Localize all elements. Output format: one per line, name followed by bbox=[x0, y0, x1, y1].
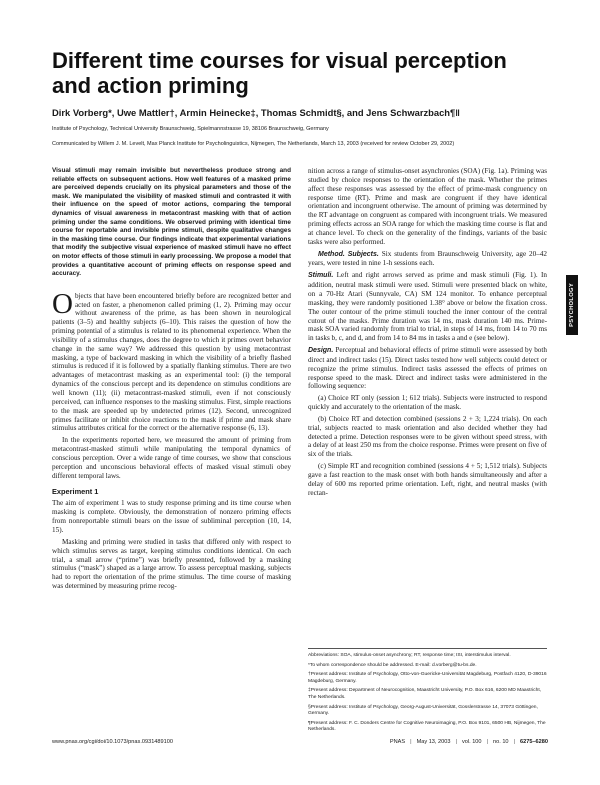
task-c-paragraph: (c) Simple RT and recognition combined (sessions 4 + 5; 1,512 trials). Subjects gave a fast reaction to the mask onset with both hands simultaneously and after a delay of 600 ms reported prime orientation. Left, right, and neutral masks (with rectan- bbox=[308, 462, 547, 497]
method-subjects-paragraph bbox=[308, 250, 547, 269]
footer-doi-url[interactable]: www.pnas.org/cgi/doi/10.1073/pnas.0931489100 bbox=[52, 739, 173, 745]
footnote-correspondence: *To whom correspondence should be addressed. E-mail: d.vorberg@tu-bs.de. bbox=[308, 662, 477, 668]
design-paragraph bbox=[308, 346, 547, 391]
footnote-divider bbox=[308, 648, 547, 649]
footnote-address-heinecke: ‡Present address: Department of Neurocognition, Maastricht University, P.O. Box 616, 6200 MD Maastricht, The Netherlands. bbox=[308, 688, 542, 700]
experiment-1-paragraph-1: The aim of experiment 1 was to study response priming and its time course when masking is complete. Obviously, the demonstration of nonzero priming effects from nonreportable stimuli bears on the issue of subliminal perception (10, 14, 15). bbox=[52, 499, 291, 534]
drop-cap: O bbox=[52, 287, 73, 320]
footer-volume: vol. 100 bbox=[461, 739, 482, 745]
article-title: Different time courses for visual perception and action priming bbox=[52, 48, 507, 98]
affiliation: Institute of Psychology, Technical University Braunschweig, Spielmannstrasse 19, 38106 Braunschweig, Germany bbox=[52, 126, 329, 132]
task-a-paragraph: (a) Choice RT only (session 1; 612 trials). Subjects were instructed to respond quickly and accurately to the orientation of the mask. bbox=[308, 394, 547, 412]
intro-paragraph-2: In the experiments reported here, we measured the amount of priming from metacontrast-masked stimuli while manipulating the temporal dynamics of conscious perception. Over a wide range of time courses, we show that conscious perception and unconscious behavioral effects of masked visual stimuli obey different temporal laws. bbox=[52, 436, 291, 480]
right-column bbox=[308, 167, 547, 501]
left-column bbox=[52, 167, 291, 594]
footnote-abbreviations: Abbreviations: SOA, stimulus-onset asynchrony; RT, response time; ISI, interstimulus interval. bbox=[308, 653, 511, 658]
footer-journal: PNAS bbox=[389, 739, 406, 745]
footer-pages: 6275–6280 bbox=[520, 739, 548, 745]
footnotes bbox=[308, 648, 547, 737]
section-tab bbox=[566, 275, 578, 335]
subjects-text: Six students from Braunschweig University, age 20–42 years, were tested in nine 1-h sessions each. bbox=[308, 249, 548, 268]
design-label: Design. bbox=[308, 347, 334, 355]
continued-paragraph: nition across a range of stimulus-onset asynchronies (SOA) (Fig. 1a). Priming was studied by choice responses to the orientation of the mask. Whether the primes affect these responses was assessed by the effect of prime-mask congruency on response time (RT). Prime and mask are congruent if they have identical orientation and incongruent otherwise. The amount of priming was determined by the RT advantage on congruent as compared with incongruent trials. We measured priming effects across an SOA range for which the masking time course is flat and at chance level. To check on the generality of the findings, variants of the basic tasks were also performed. bbox=[308, 167, 547, 246]
stimuli-text: Left and right arrows served as prime and mask stimuli (Fig. 1). In addition, neutral mask stimuli were used. Stimuli were presented black on white, on a 70-Hz Atari (Sunnyvale, CA) SM 124 monitor. To enhance perceptual masking, they were randomly positioned 1.38° above or below the fixation cross. The outer contour of the prime stimuli touched the inner contour of the central cutout of the masks. Prime duration was 14 ms, mask duration 140 ms. Prime-mask SOA varied randomly from trial to trial, in steps of 14 ms, from 14 to 70 ms in tasks b, c, and d, and from 14 to 84 ms in tasks a and e (see below). bbox=[308, 271, 547, 343]
author-list: Dirk Vorberg*, Uwe Mattler†, Armin Heinecke‡, Thomas Schmidt§, and Jens Schwarzbach¶‖ bbox=[52, 107, 460, 118]
section-tab-label: PSYCHOLOGY bbox=[569, 283, 575, 327]
footer-citation: PNAS | May 13, 2003 | vol. 100 | no. 10 | 6275–6280 bbox=[389, 739, 548, 745]
footer-date: May 13, 2003 bbox=[416, 739, 451, 745]
stimuli-paragraph bbox=[308, 271, 547, 343]
footer-issue: no. 10 bbox=[492, 739, 509, 745]
method-label: Method. bbox=[318, 250, 345, 258]
experiment-1-paragraph-2: Masking and priming were studied in tasks that differed only with respect to which stimulus serves as target, keeping stimulus conditions identical. On each trial, a small arrow (“prime”) was briefly presented, followed by a masking stimulus (“mask”) shaped as a large arrow. To assess perceptual masking, subjects had to report the orientation of the prime stimulus. The time course of masking was determined by measuring prime recog- bbox=[52, 537, 291, 591]
stimuli-label: Stimuli. bbox=[308, 272, 334, 280]
section-heading-experiment-1: Experiment 1 bbox=[52, 487, 99, 497]
task-b-paragraph: (b) Choice RT and detection combined (sessions 2 + 3; 1,224 trials). On each trial, subjects reacted to mask orientation and also decided whether they had detected a prime. Detection responses were to be given without speed stress, with a delay of at least 250 ms from the choice response. Primes were present on five of six of the trials. bbox=[308, 414, 547, 459]
communicated-by: Communicated by Willem J. M. Levelt, Max Planck Institute for Psycholinguistics, Nijmegen, The Netherlands, March 13, 2003 (received for review October 29, 2002) bbox=[52, 141, 455, 147]
intro-paragraph-1 bbox=[52, 287, 291, 434]
abstract: Visual stimuli may remain invisible but nevertheless produce strong and reliable effects on subsequent actions. How well features of a masked prime are perceived depends crucially on its physical parameters and those of the mask. We manipulated the visibility of masked stimuli and contrasted it with their influence on the speed of motor actions, comparing the temporal dynamics of visual awareness in metacontrast masking with that of action priming under the same conditions. We observed priming with identical time course for reportable and invisible prime stimuli, despite qualitative changes in the masking time course. Our findings indicate that experimental variations that modify the subjective visual experience of masked stimuli have no effect on motor effects of those stimuli in early processing. We propose a model that provides a quantitative account of priming effects on response speed and accuracy. bbox=[52, 167, 291, 278]
footnote-address-mattler: †Present address: Institute of Psychology, Otto-von-Guericke-Universität Magdeburg, Postfach 4120, D-39016 Magdeburg, Germany. bbox=[308, 672, 547, 684]
design-text: Perceptual and behavioral effects of prime stimuli were assessed by both direct and indirect tasks (15). Direct tasks tested how well subjects could detect or recognize the prime stimulus. Indirect tasks assessed the effects of primes on response speed to the mask. Direct and indirect tasks were administered in the following sequence: bbox=[308, 346, 547, 391]
footnote-address-schwarzbach: ¶Present address: F. C. Donders Centre for Cognitive Neuroimaging, P.O. Box 9101, 6500 HB, Nijmegen, The Netherlands. bbox=[308, 720, 546, 733]
subjects-label: Subjects. bbox=[347, 250, 379, 258]
footnote-address-schmidt: §Present address: Institute of Psychology, Georg-August-Universität, Gosslerstrasse 14, 37073 Göttingen, Germany. bbox=[308, 704, 538, 717]
intro-paragraph-1-text: bjects that have been encountered briefly before are recognized better and acted on faster, a phenomenon called priming (1, 2). Priming may occur without awareness of the prime, as has been shown in neurological patients (3–5) and healthy subjects (6–10). This raises the question of how the priming potential of a stimulus is related to its phenomenal experience. When the visibility of a stimulus changes, does the degree to which it primes overt behavior change in the same way? We addressed this question by using metacontrast masking, a type of backward masking in which the visibility of a briefly flashed stimulus is reduced if it is followed by a spatially flanking stimulus. There are two advantages of metacontrast masking as an experimental tool: (i) the temporal dynamics of the conscious percept and its dependence on stimulus conditions are well known (11); (ii) metacontrast-masked stimuli, even if not consciously perceived, can influence responses to the masking stimulus. First, simple reactions to the mask are speeded up by undetected primes (12). Second, unrecognized primes facilitate or inhibit choice reactions to the mask if prime and mask share stimulus attributes critical for the correct or the alternative response (6, 13). bbox=[52, 291, 291, 433]
